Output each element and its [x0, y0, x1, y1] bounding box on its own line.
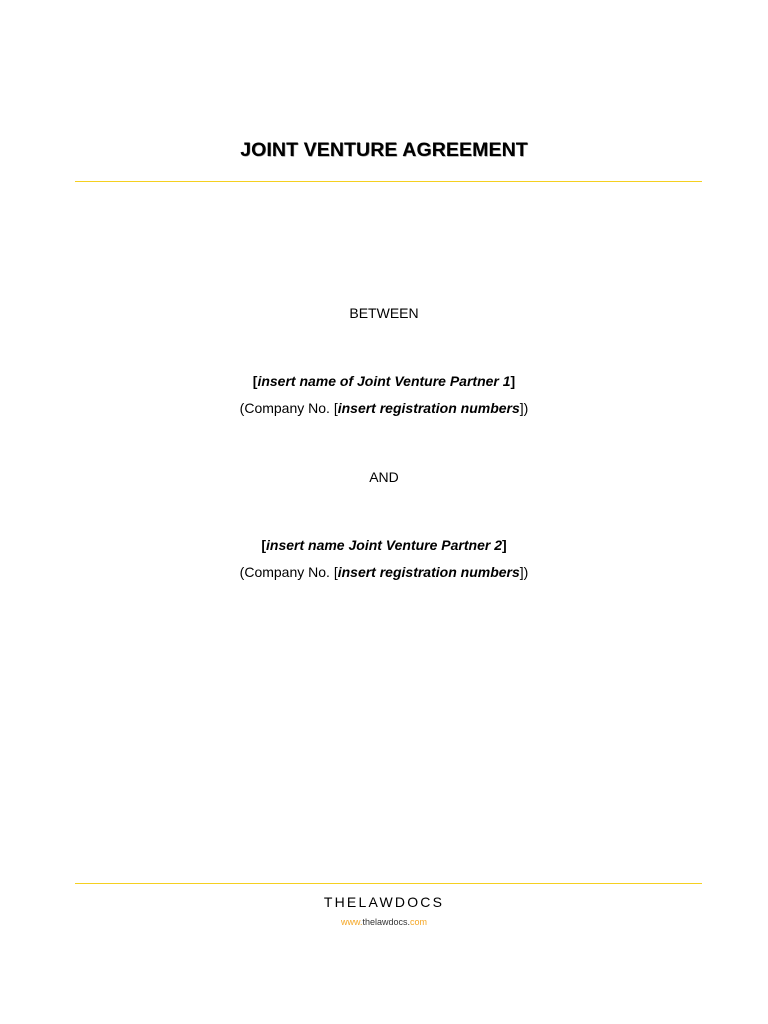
party2-close-bracket: ]	[502, 537, 507, 553]
party2-registration	[0, 563, 768, 581]
party2-registration-placeholder: insert registration numbers	[337, 564, 520, 580]
party1-open-bracket: [	[252, 373, 258, 389]
footer-url-suffix: com	[410, 917, 428, 927]
party1-company-suffix: ])	[519, 400, 529, 416]
footer-brand: THELAWDOCS	[323, 894, 445, 910]
party2-name-placeholder: insert name Joint Venture Partner 2	[266, 537, 502, 553]
footer-url-domain: thelawdocs.	[362, 917, 411, 927]
party2-company-suffix: ])	[519, 564, 529, 580]
party1-close-bracket: ]	[510, 373, 516, 389]
and-label: AND	[369, 469, 399, 485]
party2-name	[0, 536, 768, 554]
footer-divider	[75, 883, 702, 884]
party2-open-bracket: [	[261, 537, 266, 553]
footer-url-prefix: www.	[340, 917, 363, 927]
party1-name	[0, 372, 768, 390]
document-title: JOINT VENTURE AGREEMENT	[240, 139, 528, 161]
footer-url[interactable]	[0, 916, 768, 928]
party1-company-prefix: (Company No. [	[239, 400, 338, 416]
between-label: BETWEEN	[349, 305, 419, 321]
header-divider	[75, 181, 702, 182]
party2-company-prefix: (Company No. [	[239, 564, 338, 580]
party1-registration-placeholder: insert registration numbers	[337, 400, 520, 416]
party1-name-placeholder: insert name of Joint Venture Partner 1	[257, 373, 511, 389]
party1-registration	[0, 399, 768, 417]
